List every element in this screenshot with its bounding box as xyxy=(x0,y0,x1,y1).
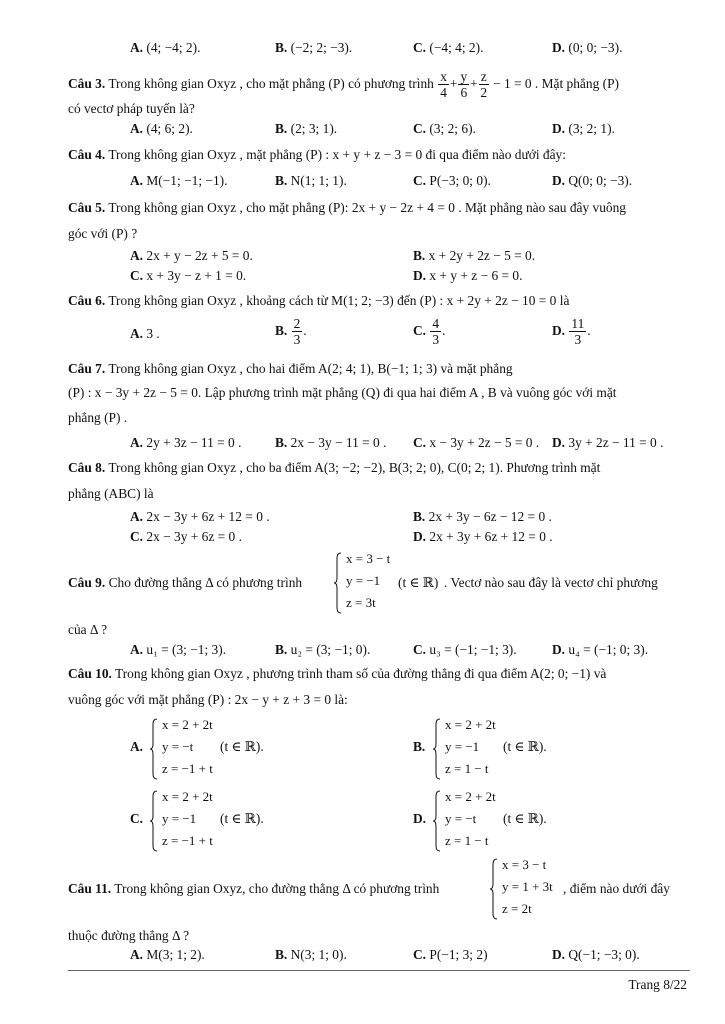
q7-answer-d: D. 3y + 2z − 11 = 0 . xyxy=(552,435,664,450)
system-row: y = −t xyxy=(445,811,477,826)
q2-answer-a: A. (4; −4; 2). xyxy=(130,40,201,55)
system-row: z = −1 + t xyxy=(162,761,213,776)
q2-answer-b: B. (−2; 2; −3). xyxy=(275,40,353,55)
q7-stem-cont2: phẳng (P) . xyxy=(68,410,128,425)
q6-answer-c: C. $\frac{4}{3}$ . xyxy=(413,316,446,348)
q6-answer-d: D. $\frac{11}{3}$ . xyxy=(552,316,591,348)
q9-system-row: y = −1 xyxy=(346,573,381,588)
q3-stem: Câu 3. Trong không gian Oxyz , cho mặt phẳng (P) có phương trình $\frac{x}{4}$ + $\frac{y}{6}$ + $\frac{z}{2}$ − 1 = 0 . Mặt phẳng (P) xyxy=(68,69,619,101)
q2-answer-d: D. (0; 0; −3). xyxy=(552,40,623,55)
brace-icon xyxy=(433,790,441,852)
footer-divider xyxy=(68,970,690,971)
q8-answer-c: C. 2x − 3y + 6z = 0 . xyxy=(130,529,242,544)
brace-icon xyxy=(490,858,498,920)
q11-answer-d: D. Q(−1; −3; 0). xyxy=(552,947,640,962)
q4-answer-c: C. P(−3; 0; 0). xyxy=(413,173,491,188)
q7-answer-c: C. x − 3y + 2z − 5 = 0 . xyxy=(413,435,540,450)
q7-answer-a: A. 2y + 3z − 11 = 0 . xyxy=(130,435,242,450)
q4-stem: Câu 4. Trong không gian Oxyz , mặt phẳng (P) : x + y + z − 3 = 0 đi qua điểm nào dưới đây: xyxy=(68,147,566,162)
q3-answer-c: C. (3; 2; 6). xyxy=(413,121,476,136)
q6-answer-a: A. 3 . xyxy=(130,326,160,341)
q11-stem-cont: thuộc đường thẳng Δ ? xyxy=(68,928,190,943)
q10-answer-a-label: A. xyxy=(130,739,144,754)
system-row: y = −1 xyxy=(162,811,197,826)
q11-stem: Câu 11. Trong không gian Oxyz, cho đường thẳng Δ có phương trình xyxy=(68,881,440,896)
q10-answer-c-param: (t ∈ ℝ). xyxy=(220,811,264,826)
q11-system-row: y = 1 + 3t xyxy=(502,879,553,894)
q8-answer-d: D. 2x + 3y + 6z + 12 = 0 . xyxy=(413,529,553,544)
q5-answer-c: C. x + 3y − z + 1 = 0. xyxy=(130,268,247,283)
system-row: z = 1 − t xyxy=(445,833,489,848)
brace-icon xyxy=(334,552,342,614)
q3-frac-y: $\frac{y}{6}$ xyxy=(460,69,468,101)
q7-answer-b: B. 2x − 3y − 11 = 0 . xyxy=(275,435,387,450)
q11-system-row: x = 3 − t xyxy=(502,857,547,872)
system-row: y = −1 xyxy=(445,739,480,754)
q10-answer-d-label: D. xyxy=(413,811,427,826)
q5-stem-cont: góc với (P) ? xyxy=(68,226,138,241)
q9-answer-b: B. u₂ = (3; −1; 0). xyxy=(275,642,371,657)
q10-answer-c-system xyxy=(150,789,213,852)
q10-answer-a-param: (t ∈ ℝ). xyxy=(220,739,264,754)
q10-answer-c-label: C. xyxy=(130,811,144,826)
q9-stem-tail: . Vectơ nào sau đây là vectơ chỉ phương xyxy=(444,575,658,590)
q3-answer-a: A. (4; 6; 2). xyxy=(130,121,193,136)
system-row: z = 1 − t xyxy=(445,761,489,776)
q7-stem-cont: (P) : x − 3y + 2z − 5 = 0. Lập phương trình mặt phẳng (Q) đi qua hai điểm A , B và vuông góc với mặt xyxy=(68,385,617,400)
q9-stem-cont: của Δ ? xyxy=(68,622,108,637)
q6-stem: Câu 6. Trong không gian Oxyz , khoảng cách từ M(1; 2; −3) đến (P) : x + 2y + 2z − 10 = 0 là xyxy=(68,293,570,308)
brace-icon xyxy=(150,790,158,852)
q11-answer-b: B. N(3; 1; 0). xyxy=(275,947,347,962)
q4-answer-b: B. N(1; 1; 1). xyxy=(275,173,347,188)
q3-frac-x: $\frac{x}{4}$ xyxy=(440,69,447,101)
system-row: x = 2 + 2t xyxy=(445,789,496,804)
q10-answer-d-system xyxy=(433,789,496,852)
system-row: x = 2 + 2t xyxy=(162,717,213,732)
system-row: y = −t xyxy=(162,739,194,754)
q9-system-row: x = 3 − t xyxy=(346,551,391,566)
system-row: x = 2 + 2t xyxy=(162,789,213,804)
q10-stem-cont: vuông góc với mặt phẳng (P) : 2x − y + z + 3 = 0 là: xyxy=(68,692,348,707)
q5-answer-d: D. x + y + z − 6 = 0. xyxy=(413,268,523,283)
q3-stem-cont: có vectơ pháp tuyến là? xyxy=(68,101,195,116)
q10-answer-a-system xyxy=(150,717,213,780)
system-row: x = 2 + 2t xyxy=(445,717,496,732)
brace-icon xyxy=(433,718,441,780)
q11-system xyxy=(490,858,562,920)
q8-stem: Câu 8. Trong không gian Oxyz , cho ba điểm A(3; −2; −2), B(3; 2; 0), C(0; 2; 1). Phương trình mặt xyxy=(68,460,601,475)
q6-answer-b: B. $\frac{2}{3}$ . xyxy=(275,316,307,348)
brace-icon xyxy=(150,718,158,780)
q9-stem: Câu 9. Cho đường thẳng Δ có phương trình xyxy=(68,575,303,590)
q8-answer-a: A. 2x − 3y + 6z + 12 = 0 . xyxy=(130,509,270,524)
q5-answer-b: B. x + 2y + 2z − 5 = 0. xyxy=(413,248,536,263)
q9-answer-c: C. u₃ = (−1; −1; 3). xyxy=(413,642,517,657)
q9-answer-a: A. u₁ = (3; −1; 3). xyxy=(130,642,227,657)
q8-stem-cont: phẳng (ABC) là xyxy=(68,486,154,501)
q11-answer-c: C. P(−1; 3; 2) xyxy=(413,947,488,962)
q4-answer-d: D. Q(0; 0; −3). xyxy=(552,173,633,188)
q4-answer-a: A. M(−1; −1; −1). xyxy=(130,173,228,188)
q9-answer-d: D. u₄ = (−1; 0; 3). xyxy=(552,642,649,657)
q9-system xyxy=(334,552,394,614)
q8-answer-b: B. 2x + 3y − 6z − 12 = 0 . xyxy=(413,509,552,524)
q11-stem-tail: , điểm nào dưới đây xyxy=(563,881,670,896)
q2-answer-c: C. (−4; 4; 2). xyxy=(413,40,484,55)
q5-answer-a: A. 2x + y − 2z + 5 = 0. xyxy=(130,248,253,263)
q11-answer-a: A. M(3; 1; 2). xyxy=(130,947,205,962)
q7-stem: Câu 7. Trong không gian Oxyz , cho hai điểm A(2; 4; 1), B(−1; 1; 3) và mặt phẳng xyxy=(68,361,513,376)
q10-answer-b-system xyxy=(433,717,496,780)
q3-frac-z: $\frac{z}{2}$ xyxy=(480,69,488,101)
q11-system-row: z = 2t xyxy=(502,901,532,916)
q5-stem: Câu 5. Trong không gian Oxyz , cho mặt phẳng (P): 2x + y − 2z + 4 = 0 . Mặt phẳng nào sau đây vuông xyxy=(68,200,626,215)
system-row: z = −1 + t xyxy=(162,833,213,848)
q10-answer-d-param: (t ∈ ℝ). xyxy=(503,811,547,826)
q3-answer-d: D. (3; 2; 1). xyxy=(552,121,615,136)
q9-system-row: z = 3t xyxy=(346,595,376,610)
q10-answer-b-param: (t ∈ ℝ). xyxy=(503,739,547,754)
q9-param: (t ∈ ℝ) xyxy=(398,575,439,590)
q10-stem: Câu 10. Trong không gian Oxyz , phương trình tham số của đường thẳng đi qua điểm A(2; 0; −1) và xyxy=(68,666,607,681)
page-number: Trang 8/22 xyxy=(628,977,687,992)
q10-answer-b-label: B. xyxy=(413,739,426,754)
q3-answer-b: B. (2; 3; 1). xyxy=(275,121,338,136)
